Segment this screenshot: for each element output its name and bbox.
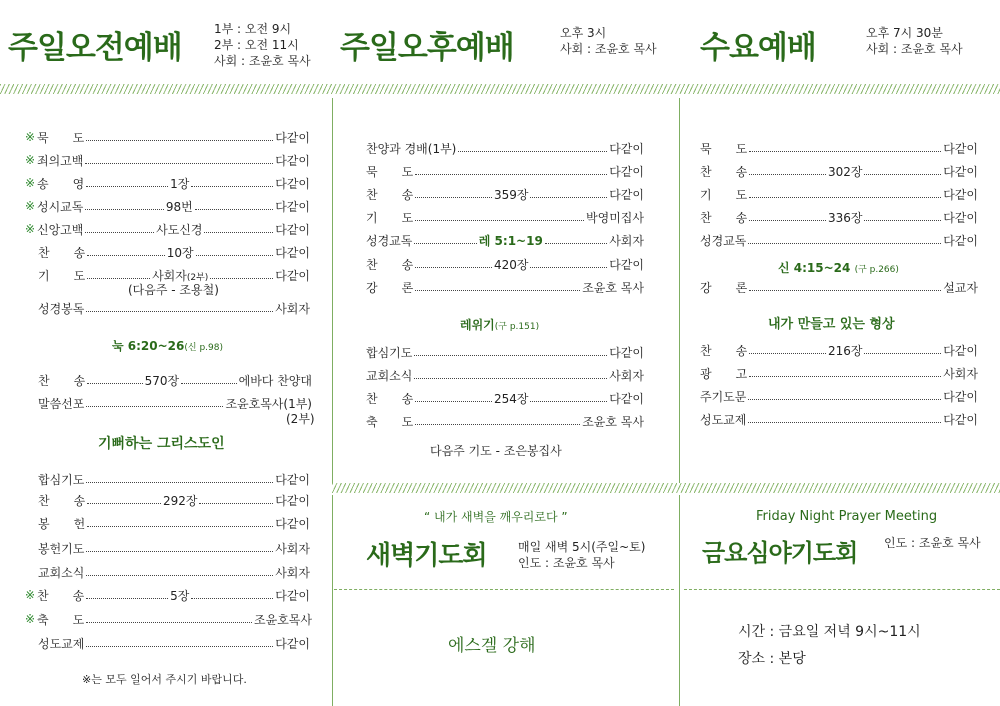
row-label: 찬 송 [37, 588, 85, 603]
row-label: 강 론 [366, 280, 414, 295]
row-label: 성시교독 [37, 199, 84, 214]
row-leader: 다같이 [275, 588, 311, 603]
leader-dots [87, 503, 161, 504]
afternoon-info-2: 사회 : 조윤호 목사 [560, 42, 657, 56]
row-label: 찬 송 [366, 257, 414, 272]
row-detail: 302장 [827, 164, 863, 179]
wednesday-row-5 [700, 231, 978, 249]
morning-row-6 [38, 243, 310, 261]
leader-dots [195, 209, 273, 210]
leader-dots [86, 140, 273, 141]
wednesday-row-1 [700, 139, 978, 157]
morning-row-b3 [38, 514, 310, 532]
row-leader: 다같이 [609, 141, 644, 156]
lower-divider [332, 483, 1000, 493]
friday-dash-divider [684, 589, 1000, 590]
morning-row-b6 [25, 586, 311, 604]
row-label: 성경교독 [366, 233, 413, 248]
friday-time: 시간 : 금요일 저녁 9시~11시 [738, 624, 921, 640]
row-label: 찬 송 [700, 210, 748, 225]
wednesday-row-8 [700, 387, 978, 405]
stand-footnote: ※는 모두 일어서 주시기 바랍니다. [82, 673, 247, 686]
leader-dots [864, 220, 941, 221]
column-divider-2-lower [679, 495, 680, 706]
row-leader: 다같이 [609, 391, 644, 406]
row-detail: 420장 [493, 257, 529, 272]
column-divider-1 [332, 98, 333, 483]
row-label: 죄의고백 [37, 153, 84, 168]
row-detail: 336장 [827, 210, 863, 225]
leader-dots [415, 424, 580, 425]
leader-dots [530, 401, 607, 402]
leader-dots [210, 278, 273, 279]
row-label: 성경교독 [700, 233, 747, 248]
leader-dots [415, 267, 492, 268]
afternoon-row-8 [366, 366, 644, 384]
leader-dots [86, 311, 273, 312]
row-label: 찬 송 [38, 373, 86, 388]
wednesday-row-9 [700, 410, 978, 428]
row-detail: 292장 [162, 493, 198, 508]
friday-subtitle: Friday Night Prayer Meeting [756, 509, 938, 524]
row-label: 봉 헌 [38, 516, 86, 531]
wednesday-lecture [700, 278, 978, 296]
row-label: 성경봉독 [38, 301, 85, 316]
row-label: 묵 도 [37, 130, 85, 145]
wednesday-row-6 [700, 341, 978, 359]
row-leader: 박영미집사 [586, 210, 644, 225]
stand-mark: ※ [25, 222, 36, 236]
row-label: 합심기도 [38, 472, 85, 487]
friday-title: 금요심야기도회 [702, 539, 858, 567]
afternoon-row-7 [366, 343, 644, 361]
row-label: 찬 송 [366, 391, 414, 406]
row-detail: 254장 [493, 391, 529, 406]
morning-row-b8 [38, 634, 310, 652]
row-leader: 사회자 [609, 368, 644, 383]
leader-dots [748, 422, 941, 423]
leader-dots [415, 174, 607, 175]
leader-dots [749, 353, 826, 354]
dawn-study: 에스겔 강해 [448, 636, 536, 656]
leader-dots [749, 174, 826, 175]
leader-dots [749, 376, 941, 377]
leader-dots [86, 482, 273, 483]
row-detail: 570장 [144, 373, 180, 388]
wednesday-row-7 [700, 364, 978, 382]
leader-dots [414, 378, 607, 379]
row-leader: 다같이 [275, 516, 310, 531]
row-label: 신앙고백 [37, 222, 84, 237]
afternoon-title: 주일오후예배 [340, 30, 514, 66]
row-label: 봉헌기도 [38, 541, 85, 556]
row-label: 주기도문 [700, 389, 747, 404]
leader-dots [86, 186, 168, 187]
afternoon-row-6 [366, 278, 644, 296]
stand-mark: ※ [25, 199, 36, 213]
row-label: 찬 송 [38, 493, 86, 508]
row-label: 말씀선포 [38, 396, 85, 411]
afternoon-sermon-ref: (구 p.151) [494, 322, 540, 332]
leader-dots [85, 163, 273, 164]
leader-dots [199, 503, 273, 504]
dawn-title: 새벽기도회 [366, 541, 487, 571]
leader-dots [749, 220, 826, 221]
leader-dots [191, 186, 273, 187]
afternoon-row-4 [366, 208, 644, 226]
row-detail: 10장 [166, 245, 194, 260]
leader-dots [530, 267, 607, 268]
leader-dots [86, 646, 273, 647]
row-label: 교회소식 [38, 565, 85, 580]
row-detail: 5장 [170, 588, 190, 603]
row-leader: 에바다 찬양대 [238, 373, 312, 388]
stand-mark: ※ [25, 176, 36, 190]
afternoon-sermon [460, 316, 539, 333]
morning-next-prayer: (다음주 - 조용철) [128, 283, 219, 297]
leader-dots [87, 526, 273, 527]
header-divider [0, 84, 1000, 94]
afternoon-info-1: 오후 3시 [560, 26, 607, 40]
morning-scripture-text: 눅 6:20~26 [112, 339, 185, 353]
dawn-quote: “ 내가 새벽을 깨우리로다 ” [424, 510, 568, 524]
column-divider-1-lower [332, 495, 333, 706]
leader-dots [749, 290, 941, 291]
leader-dots [748, 243, 941, 244]
row-label: 찬 송 [366, 187, 414, 202]
row-leader: 다같이 [943, 141, 978, 156]
row-leader: 다같이 [275, 153, 310, 168]
row-label: 묵 도 [700, 141, 748, 156]
wednesday-info [866, 25, 963, 57]
row-label: 찬 송 [38, 245, 86, 260]
wednesday-row-4 [700, 208, 978, 226]
row-leader: 사회자 [275, 301, 310, 316]
afternoon-next-prayer: 다음주 기도 - 조은봉집사 [430, 444, 562, 458]
leader-dots [545, 243, 607, 244]
row-leader: 사회자 [943, 366, 978, 381]
dawn-info-1: 매일 새벽 5시(주일~토) [518, 540, 646, 554]
row-leader: 조윤호 목사 [582, 280, 644, 295]
stand-mark: ※ [25, 130, 36, 144]
leader-dots [85, 232, 154, 233]
row-leader: 사회자 [275, 565, 310, 580]
morning-row-b7 [25, 610, 312, 628]
row-leader: 다같이 [275, 636, 310, 651]
wednesday-scripture-ref: (구 p.266) [854, 265, 899, 275]
leader-dots [86, 551, 273, 552]
afternoon-reading [366, 231, 644, 249]
leader-dots [458, 151, 607, 152]
morning-info-2: 2부 : 오전 11시 [214, 38, 299, 52]
wednesday-title: 수요예배 [700, 30, 816, 66]
morning-reading [38, 299, 310, 317]
wednesday-sermon-title: 내가 만들고 있는 형상 [768, 317, 895, 332]
row-label: 기 도 [38, 268, 86, 283]
morning-title: 주일오전예배 [8, 30, 182, 66]
row-leader: 조윤호목사 [254, 612, 312, 627]
row-leader: 다같이 [275, 472, 310, 487]
leader-dots [86, 622, 252, 623]
morning-hymn [38, 371, 312, 389]
wednesday-scripture [778, 259, 899, 276]
row-leader: 다같이 [943, 210, 978, 225]
leader-dots [86, 406, 223, 407]
leader-dots [414, 355, 607, 356]
morning-sermon-title: 기뻐하는 그리스도인 [98, 436, 225, 452]
row-leader: 다같이 [275, 222, 310, 237]
wednesday-row-2 [700, 162, 978, 180]
morning-scripture-ref: (신 p.98) [184, 343, 223, 353]
morning-row-b4 [38, 539, 310, 557]
row-leader: 다같이 [275, 176, 311, 191]
row-leader: 다같이 [943, 389, 978, 404]
leader-dots [415, 220, 584, 221]
leader-dots [864, 174, 941, 175]
leader-dots [749, 197, 941, 198]
row-leader: 조윤호 목사 [582, 414, 644, 429]
row-detail-main: 사회자 [152, 268, 187, 283]
afternoon-row-10 [366, 412, 644, 430]
leader-dots [196, 255, 274, 256]
morning-scripture [112, 337, 223, 354]
row-detail-small: (2부) [186, 272, 209, 283]
dawn-dash-divider [334, 589, 674, 590]
row-leader: 다같이 [943, 164, 978, 179]
column-divider-2 [679, 98, 680, 483]
row-label: 교회소식 [366, 368, 413, 383]
leader-dots [415, 197, 492, 198]
leader-dots [530, 197, 607, 198]
row-detail: 1장 [170, 176, 190, 191]
morning-info-1: 1부 : 오전 9시 [214, 22, 292, 36]
row-label: 기 도 [366, 210, 414, 225]
leader-dots [415, 290, 580, 291]
row-detail: 레 5:1~19 [478, 233, 543, 248]
row-leader: 다같이 [943, 187, 978, 202]
afternoon-row-2 [366, 162, 644, 180]
wednesday-scripture-text: 신 4:15~24 [778, 261, 851, 275]
row-label: 송 영 [37, 176, 85, 191]
leader-dots [414, 243, 476, 244]
row-label: 광 고 [700, 366, 748, 381]
wednesday-info-1: 오후 7시 30분 [866, 26, 943, 40]
row-label: 기 도 [700, 187, 748, 202]
row-leader: 다같이 [609, 187, 644, 202]
row-leader: 사회자 [275, 541, 310, 556]
row-label: 찬 송 [700, 343, 748, 358]
row-leader: 다같이 [943, 412, 978, 427]
row-leader: 설교자 [943, 280, 978, 295]
morning-row-b2 [38, 491, 310, 509]
morning-info-3: 사회 : 조윤호 목사 [214, 54, 311, 68]
leader-dots [204, 232, 273, 233]
stand-mark: ※ [25, 153, 36, 167]
leader-dots [749, 151, 941, 152]
row-detail: 359장 [493, 187, 529, 202]
leader-dots [87, 383, 142, 384]
row-detail: 98번 [165, 199, 193, 214]
leader-dots [86, 575, 273, 576]
row-label: 축 도 [37, 612, 85, 627]
row-detail: 사도신경 [156, 222, 203, 237]
morning-row-3 [25, 174, 311, 192]
row-detail: 216장 [827, 343, 863, 358]
row-label: 묵 도 [366, 164, 414, 179]
morning-sermon [38, 394, 312, 412]
row-leader: 사회자 [609, 233, 644, 248]
afternoon-sermon-text: 레위기 [460, 318, 495, 332]
row-leader: 다같이 [943, 233, 978, 248]
stand-mark: ※ [25, 588, 36, 602]
friday-place: 장소 : 본당 [738, 651, 806, 667]
wednesday-info-2: 사회 : 조윤호 목사 [866, 42, 963, 56]
row-leader: 다같이 [943, 343, 978, 358]
leader-dots [748, 399, 941, 400]
leader-dots [415, 401, 492, 402]
row-label: 합심기도 [366, 345, 413, 360]
morning-row-b5 [38, 563, 310, 581]
leader-dots [86, 598, 168, 599]
row-label: 찬양과 경배(1부) [366, 141, 457, 156]
row-leader: 다같이 [275, 245, 310, 260]
morning-row-1 [25, 128, 310, 146]
afternoon-row-1 [366, 139, 644, 157]
row-label: 강 론 [700, 280, 748, 295]
leader-dots [864, 353, 941, 354]
morning-row-5 [25, 220, 310, 238]
row-leader: 다같이 [275, 493, 310, 508]
row-leader: 다같이 [275, 199, 310, 214]
leader-dots [87, 278, 150, 279]
leader-dots [191, 598, 273, 599]
row-leader: 조윤호목사(1부) [225, 396, 312, 411]
leader-dots [181, 383, 236, 384]
friday-leader: 인도 : 조윤호 목사 [884, 536, 981, 550]
row-leader: 다같이 [609, 164, 644, 179]
row-label: 축 도 [366, 414, 414, 429]
morning-row-b1 [38, 470, 310, 488]
morning-row-4 [25, 197, 310, 215]
row-leader: 다같이 [609, 257, 644, 272]
wednesday-row-3 [700, 185, 978, 203]
row-leader: 다같이 [609, 345, 644, 360]
dawn-info [518, 539, 645, 571]
morning-row-2 [25, 151, 310, 169]
leader-dots [85, 209, 163, 210]
stand-mark: ※ [25, 612, 36, 626]
row-label: 찬 송 [700, 164, 748, 179]
dawn-info-2: 인도 : 조윤호 목사 [518, 556, 615, 570]
row-label: 성도교제 [38, 636, 85, 651]
morning-info [214, 21, 311, 69]
row-leader: 다같이 [275, 268, 311, 283]
row-label: 성도교제 [700, 412, 747, 427]
afternoon-row-5 [366, 255, 644, 273]
morning-second-service: (2부) [286, 412, 315, 426]
row-leader: 다같이 [275, 130, 310, 145]
afternoon-row-9 [366, 389, 644, 407]
leader-dots [87, 255, 165, 256]
afternoon-row-3 [366, 185, 644, 203]
afternoon-info [560, 25, 657, 57]
